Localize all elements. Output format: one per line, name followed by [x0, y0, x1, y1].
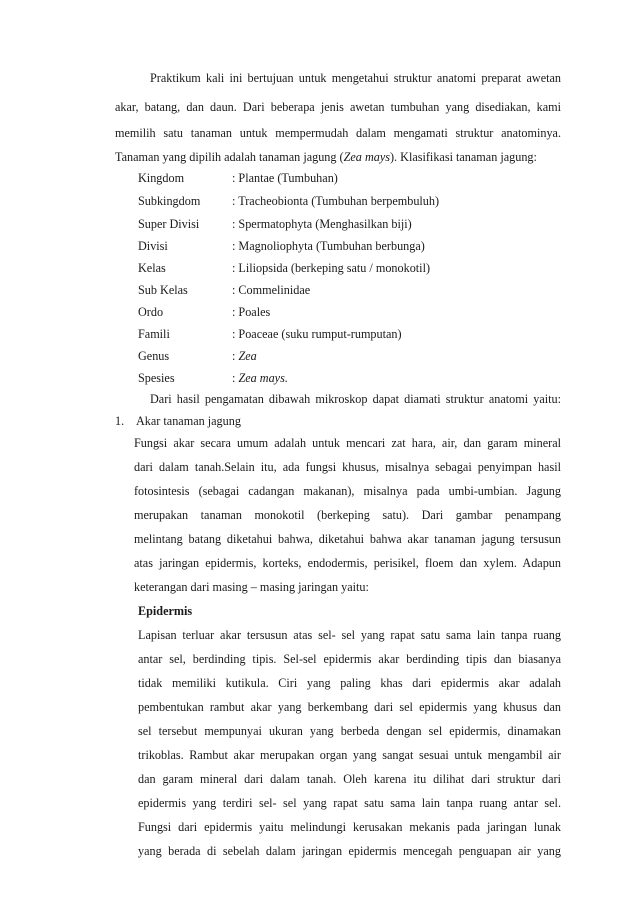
classification-key: Spesies [138, 371, 175, 385]
classification-row [138, 283, 558, 298]
classification-row [138, 305, 558, 320]
classification-row [138, 194, 558, 209]
akar-line-5: melintang batang diketahui bahwa, diketahui bahwa akar tanaman jagung tersusun [134, 532, 561, 546]
intro-line-3: memilih satu tanaman untuk mempermudah dalam mengamati struktur anatominya. [115, 126, 561, 140]
classification-value: : Spermatophyta (Menghasilkan biji) [232, 217, 412, 231]
classification-value: : Zea mays. [232, 371, 288, 385]
intro-line-2: akar, batang, dan daun. Dari beberapa jenis awetan tumbuhan yang disediakan, kami [115, 100, 561, 114]
species-italic: Zea mays [343, 150, 390, 164]
classification-key: Genus [138, 349, 170, 363]
classification-value: : Poaceae (suku rumput-rumputan) [232, 327, 402, 341]
intro-line-4-start: Tanaman yang dipilih adalah tanaman jagung ( [115, 150, 344, 164]
epidermis-line-7: dan garam mineral dari dalam tanah. Oleh karena itu dilihat dari struktur dari [138, 772, 561, 786]
epidermis-line-6: trikoblas. Rambut akar merupakan organ yang sangat sesuai untuk mengambil air [138, 748, 561, 762]
genus-italic: Zea [238, 349, 257, 363]
classification-key: Subkingdom [138, 194, 201, 208]
epidermis-heading: Epidermis [138, 604, 193, 618]
intro-line-1: Praktikum kali ini bertujuan untuk mengetahui struktur anatomi preparat awetan [150, 71, 561, 85]
classification-row [138, 261, 558, 276]
classification-key: Divisi [138, 239, 168, 253]
classification-value: : Liliopsida (berkeping satu / monokotil) [232, 261, 431, 275]
epidermis-line-8: epidermis yang terdiri sel- sel yang rapat satu sama lain tanpa ruang antar sel. [138, 796, 561, 810]
epidermis-line-3: tidak memiliki kutikula. Ciri yang paling khas dari epidermis akar adalah [138, 676, 561, 690]
observation-intro: Dari hasil pengamatan dibawah mikroskop dapat diamati struktur anatomi yaitu: [150, 392, 561, 406]
akar-line-1: Fungsi akar secara umum adalah untuk mencari zat hara, air, dan garam mineral [134, 436, 561, 450]
akar-line-7: keterangan dari masing – masing jaringan yaitu: [134, 580, 369, 594]
list-number: 1. [115, 414, 125, 428]
classification-value: : Magnoliophyta (Tumbuhan berbunga) [232, 239, 425, 253]
classification-value: : Tracheobionta (Tumbuhan berpembuluh) [232, 194, 440, 208]
classification-row [138, 171, 558, 186]
akar-line-3: fotosintesis (sebagai cadangan makanan), misalnya pada umbi-umbian. Jagung [134, 484, 561, 498]
epidermis-line-9: Fungsi dari epidermis yaitu melindungi kerusakan mekanis pada jaringan lunak [138, 820, 561, 834]
classification-value: : Commelinidae [232, 283, 311, 297]
classification-key: Sub Kelas [138, 283, 188, 297]
classification-value: : Plantae (Tumbuhan) [232, 171, 338, 185]
classification-value: : Zea [232, 349, 257, 363]
classification-row [138, 371, 558, 386]
akar-line-2: dari dalam tanah.Selain itu, ada fungsi khusus, misalnya sebagai penyimpan hasil [134, 460, 561, 474]
epidermis-line-2: antar sel, berdinding tipis. Sel-sel epidermis akar berdinding tipis dan biasanya [138, 652, 561, 666]
species-value-italic: Zea mays. [238, 371, 288, 385]
epidermis-line-4: pembentukan rambut akar yang berkembang dari sel epidermis yang khusus dan [138, 700, 561, 714]
classification-row [138, 217, 558, 232]
list-title: Akar tanaman jagung [136, 414, 241, 428]
classification-key: Kingdom [138, 171, 185, 185]
classification-row [138, 349, 558, 364]
epidermis-line-1: Lapisan terluar akar tersusun atas sel- sel yang rapat satu sama lain tanpa ruang [138, 628, 561, 642]
akar-line-6: atas jaringan epidermis, korteks, endodermis, perisikel, floem dan xylem. Adapun [134, 556, 561, 570]
akar-line-4: merupakan tanaman monokotil (berkeping satu). Dari gambar penampang [134, 508, 561, 522]
classification-key: Ordo [138, 305, 164, 319]
epidermis-line-5: sel tersebut mempunyai ukuran yang berbeda dengan sel epidermis, dinamakan [138, 724, 561, 738]
intro-line-4 [115, 150, 561, 164]
classification-key: Kelas [138, 261, 166, 275]
classification-key: Famili [138, 327, 170, 341]
epidermis-line-10: yang berada di sebelah dalam jaringan epidermis mencegah penguapan air yang [138, 844, 561, 858]
classification-value: : Poales [232, 305, 271, 319]
classification-key: Super Divisi [138, 217, 200, 231]
classification-row [138, 327, 558, 342]
intro-line-4-end: ). Klasifikasi tanaman jagung: [390, 150, 537, 164]
classification-row [138, 239, 558, 254]
